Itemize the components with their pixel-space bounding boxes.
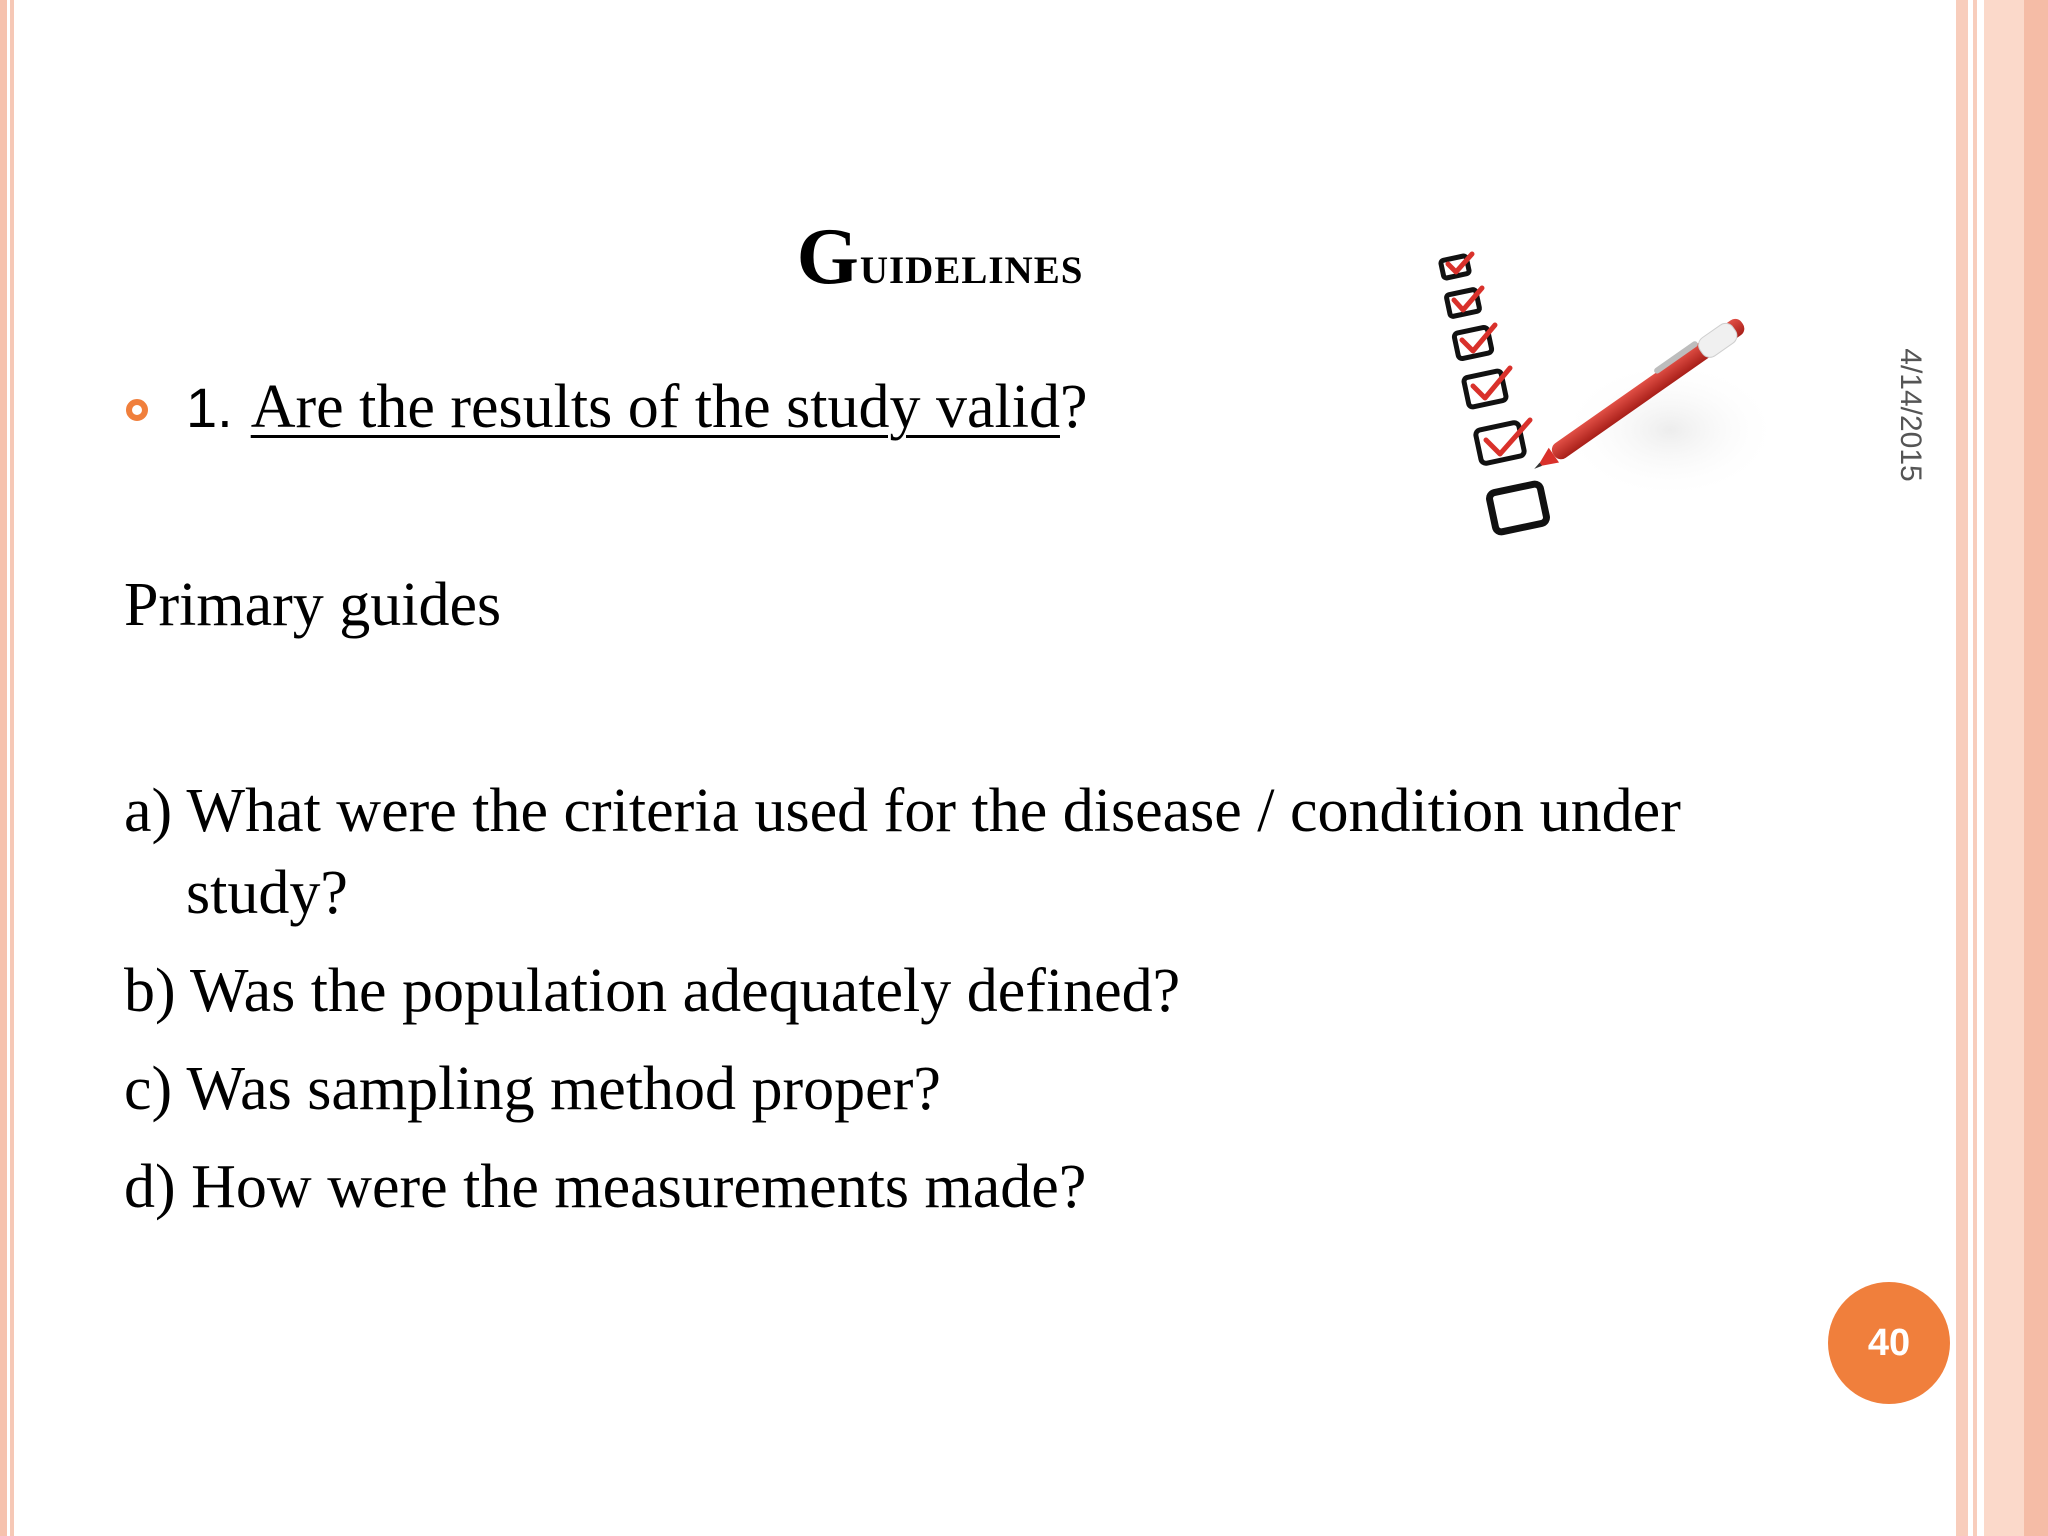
- bullet-item: [126, 372, 1088, 443]
- checklist-with-pen-icon: [1420, 230, 1780, 570]
- bullet-number: 1.: [186, 376, 233, 439]
- hollow-circle-bullet-icon: [126, 399, 148, 421]
- slide-date: [1880, 335, 1940, 495]
- guide-list: [124, 770, 1744, 1244]
- right-border-decoration: [1956, 0, 2048, 1536]
- right-border-stripe: [2024, 0, 2048, 1536]
- guide-item: b) Was the population adequately defined?: [124, 957, 1181, 1025]
- right-border-stripe: [1984, 0, 2024, 1536]
- bullet-text: [251, 372, 1088, 443]
- slide-date-text: 4/14/2015: [1894, 348, 1927, 482]
- page-number-badge: [1828, 1282, 1950, 1404]
- bullet-underlined-text: Are the results of the study valid: [250, 373, 1060, 441]
- title-initial: G: [796, 213, 860, 301]
- primary-guides-heading: Primary guides: [124, 571, 502, 639]
- title-rest: uidelines: [859, 234, 1084, 296]
- guide-item: c) Was sampling method proper?: [124, 1055, 941, 1123]
- page-number: 40: [1867, 1321, 1911, 1364]
- bullet-trailing: ?: [1059, 373, 1088, 441]
- right-border-stripe: [1973, 0, 1977, 1536]
- guide-item: d) How were the measurements made?: [124, 1153, 1087, 1221]
- guide-item: a) What were the criteria used for the disease / condition under study?: [124, 777, 1681, 927]
- right-border-stripe: [1956, 0, 1968, 1536]
